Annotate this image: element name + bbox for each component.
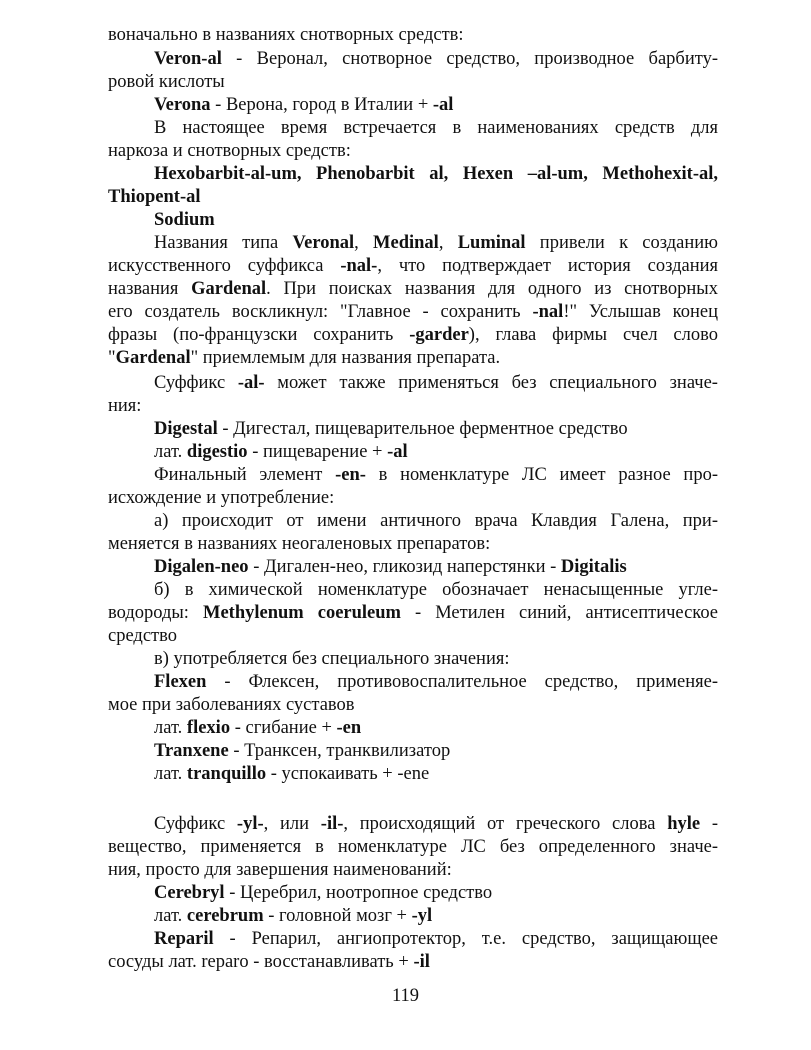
bold-term: -en- (335, 465, 366, 485)
text-line: ния, просто для завершения наименований: (108, 860, 452, 880)
text-line (108, 186, 718, 209)
text-line: в) употребляется без специального значения: (154, 649, 510, 669)
bold-term: Digalen-neo (154, 557, 249, 577)
text-line: Reparil - Репарил, ангиопротектор, т.е. средство, защищающее (154, 929, 718, 949)
text-line: водороды: Methylenum coeruleum - Метилен синий, антисептическое (108, 603, 719, 623)
bold-term: Sodium (154, 210, 215, 230)
text-line: названия Gardenal. При поисках названия для одного из снотворных (108, 279, 718, 299)
text-line: исхождение и употребление: (108, 488, 335, 508)
text-line: "Gardenal" приемлемым для названия препарата. (108, 348, 501, 368)
bold-term: -al (387, 442, 408, 462)
bold-term: tranquillo (186, 764, 267, 784)
bold-term: Luminal (457, 233, 526, 253)
text-line: средство (108, 626, 177, 646)
text-line: наркоза и снотворных средств: (108, 141, 351, 161)
bold-term: Gardenal (115, 348, 191, 368)
page-number: 119 (391, 986, 420, 1006)
text-line: сосуды лат. reparo - восстанавливать + -il (108, 952, 430, 972)
text-line: Названия типа Veronal, Medinal, Luminal привели к созданию (154, 233, 718, 253)
bold-term: -en (336, 718, 362, 738)
text-line: Cerebryl - Церебрил, ноотропное средство (154, 883, 493, 903)
bold-term: -garder (409, 325, 469, 345)
bold-term: Medinal (373, 233, 439, 253)
bold-term: -al- (237, 373, 265, 393)
text-line: Verona - Верона, город в Италии + -al (154, 95, 454, 115)
text-line: фразы (по-французски сохранить -garder), глава фирмы счел слово (108, 325, 718, 345)
text-line: ния: (108, 396, 142, 416)
bold-term: Digestal (154, 419, 218, 439)
text-line: б) в химической номенклатуре обозначает ненасыщенные угле- (154, 580, 718, 600)
text-line (154, 163, 718, 186)
bold-term: Methylenum coeruleum (202, 603, 401, 623)
bold-term: Thiopent-al (108, 187, 201, 207)
bold-term: Tranxene (154, 741, 229, 761)
bold-term: hyle (667, 814, 701, 834)
text-line: лат. flexio - сгибание + -en (154, 718, 362, 738)
text-line: ровой кислоты (108, 72, 225, 92)
bold-term: Veronal (292, 233, 355, 253)
bold-term: -yl- (236, 814, 264, 834)
bold-term: Hexobarbit-al-um, Phenobarbit al, Hexen –al-um, Methohexit-al, (154, 164, 718, 184)
bold-term: -il- (320, 814, 344, 834)
bold-term: -il (413, 952, 430, 972)
text-line: его создатель воскликнул: "Главное - сохранить -nal!" Услышав конец (108, 302, 718, 322)
text-line: Суффикс -yl-, или -il-, происходящий от греческого слова hyle - (154, 814, 718, 834)
text-line: лат. cerebrum - головной мозг + -yl (154, 906, 433, 926)
text-line: искусственного суффикса -nal-, что подтверждает история создания (108, 256, 719, 276)
bold-term: flexio (186, 718, 231, 738)
text-line: вещество, применяется в номенклатуре ЛС без определенного значе- (108, 837, 718, 857)
bold-term: Reparil (154, 929, 214, 949)
text-line: а) происходит от имени античного врача Клавдия Галена, при- (154, 511, 718, 531)
bold-term: digestio (186, 442, 248, 462)
text-line: мое при заболеваниях суставов (108, 695, 355, 715)
bold-term: Gardenal (191, 279, 267, 299)
bold-term: Flexen (154, 672, 207, 692)
bold-term: Veron-al (154, 49, 222, 69)
text-line: В настоящее время встречается в наименованиях средств для (154, 118, 718, 138)
text-line: Digalen-neo - Дигален-нео, гликозид наперстянки - Digitalis (154, 557, 627, 577)
text-line: лат. digestio - пищеварение + -al (154, 442, 408, 462)
text-line: воначально в названиях снотворных средств: (108, 25, 464, 45)
bold-term: Verona (154, 95, 211, 115)
bold-term: Cerebryl (154, 883, 225, 903)
text-line: лат. tranquillo - успокаивать + -ene (154, 764, 430, 784)
text-line: меняется в названиях неогаленовых препаратов: (108, 534, 491, 554)
bold-term: -yl (411, 906, 433, 926)
bold-term: -al (432, 95, 454, 115)
bold-term: Digitalis (560, 557, 627, 577)
bold-term: cerebrum (186, 906, 264, 926)
bold-term: -nal (532, 302, 564, 322)
text-line: Digestal - Дигестал, пищеварительное ферментное средство (154, 419, 628, 439)
text-line: Tranxene - Транксен, транквилизатор (154, 741, 451, 761)
text-line: Flexen - Флексен, противовоспалительное средство, применяе- (154, 672, 718, 692)
text-line: Суффикс -al- может также применяться без специального значе- (154, 373, 718, 393)
bold-term: -nal- (340, 256, 378, 276)
text-line: Veron-al - Веронал, снотворное средство, производное барбиту- (154, 49, 718, 69)
text-line (154, 209, 718, 232)
text-line: Финальный элемент -en- в номенклатуре ЛС имеет разное про- (154, 465, 718, 485)
